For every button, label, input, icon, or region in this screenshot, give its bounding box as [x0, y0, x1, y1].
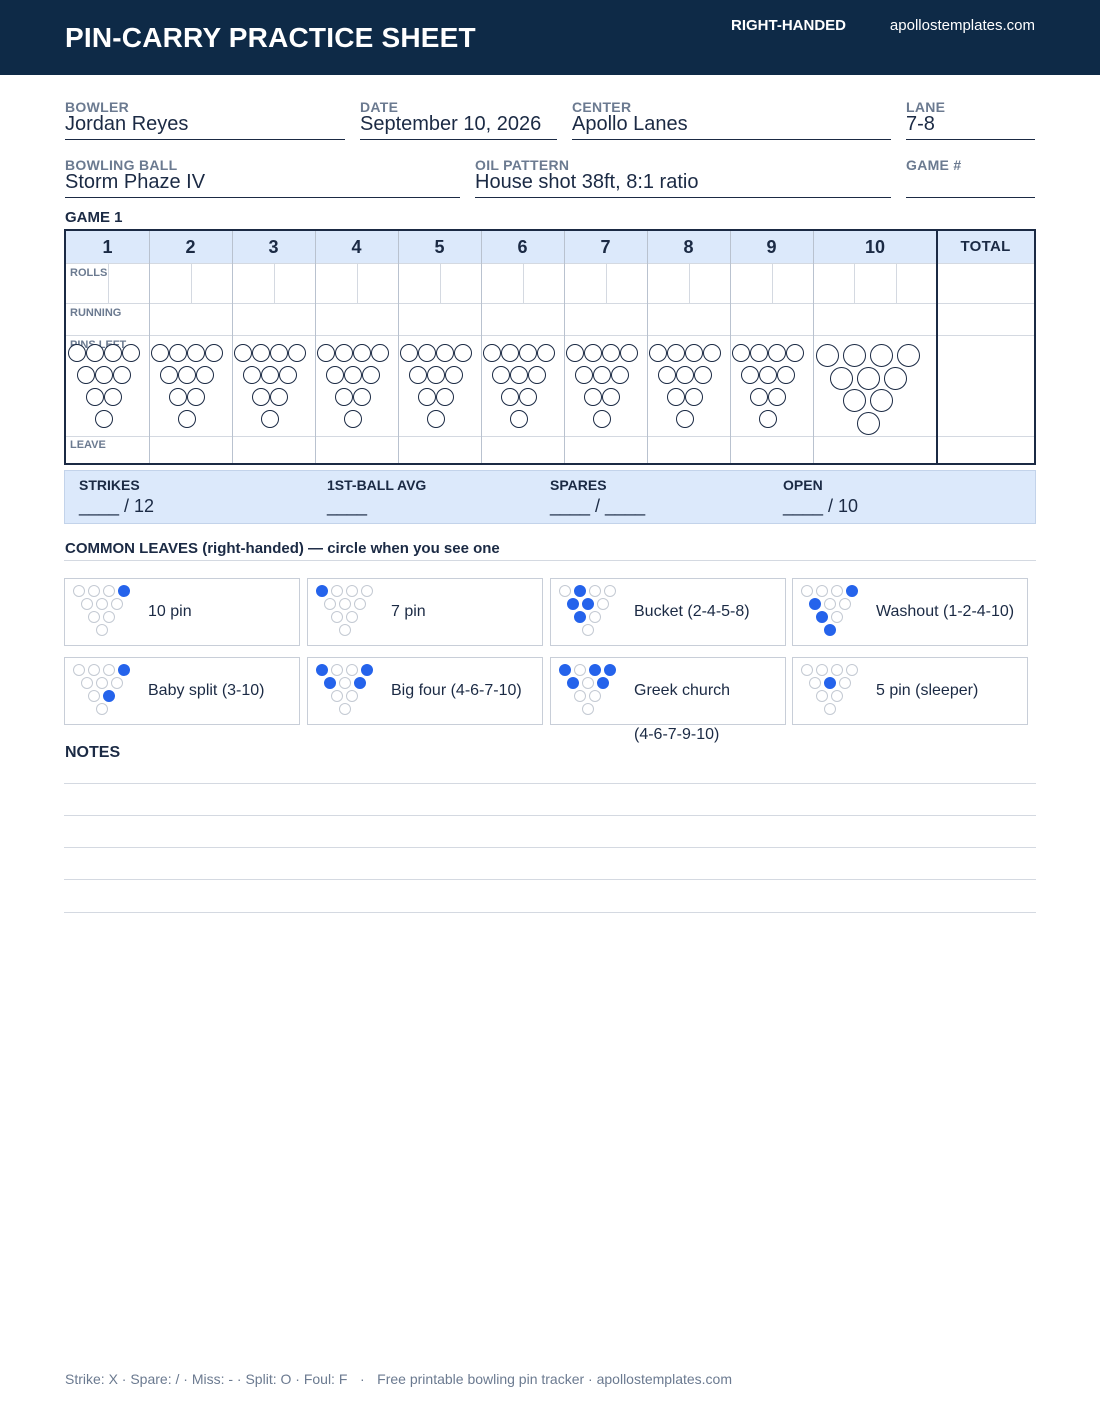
leave-pin-2-icon [816, 690, 828, 702]
frame-divider [481, 231, 482, 463]
pin-3-icon[interactable] [768, 388, 786, 406]
pin-6-icon[interactable] [445, 366, 463, 384]
frame-divider [398, 231, 399, 463]
center-value: Apollo Lanes [572, 113, 688, 135]
leave-pin-6-icon [354, 598, 366, 610]
footer-separator: · [359, 1371, 365, 1387]
frame-divider [232, 231, 233, 463]
leave-pin-10-icon [604, 664, 616, 676]
roll-box-divider [606, 263, 607, 303]
leave-pin-5-icon [339, 598, 351, 610]
leave-pin-3-icon [831, 690, 843, 702]
pin-3-icon[interactable] [685, 388, 703, 406]
leave-name: Baby split (3-10) [148, 682, 265, 699]
pin-2-icon[interactable] [335, 388, 353, 406]
pin-3-icon[interactable] [353, 388, 371, 406]
score-grid [64, 229, 1036, 465]
leave-card[interactable] [64, 657, 300, 725]
pin-10-icon[interactable] [703, 344, 721, 362]
leave-pin-8-icon [816, 585, 828, 597]
pin-9-icon[interactable] [270, 344, 288, 362]
leave-pin-8-icon [574, 585, 586, 597]
game-number-field[interactable] [906, 157, 1035, 198]
roll-box-divider [689, 263, 690, 303]
leave-pin-6-icon [111, 677, 123, 689]
pin-1-icon[interactable] [178, 410, 196, 428]
leave-pin-9-icon [589, 664, 601, 676]
leave-pin-6-icon [839, 598, 851, 610]
pin-3-icon[interactable] [602, 388, 620, 406]
center-label: CENTER [572, 99, 632, 115]
pin-2-icon[interactable] [843, 389, 866, 412]
game-title: GAME 1 [65, 209, 123, 226]
pin-5-icon[interactable] [510, 366, 528, 384]
pin-5-icon[interactable] [593, 366, 611, 384]
lane-value: 7-8 [906, 113, 935, 135]
notes-line[interactable] [64, 783, 1036, 784]
pin-4-icon[interactable] [492, 366, 510, 384]
handedness-label: RIGHT-HANDED [731, 17, 846, 34]
bowler-value: Jordan Reyes [65, 113, 189, 135]
pin-6-icon[interactable] [777, 366, 795, 384]
leave-pin-7-icon [316, 664, 328, 676]
bowler-field[interactable] [65, 99, 345, 140]
pin-1-icon[interactable] [510, 410, 528, 428]
leave-pin-2-icon [331, 611, 343, 623]
pin-10-icon[interactable] [371, 344, 389, 362]
frame-header-7: 7 [564, 231, 647, 263]
grid-row-line [66, 335, 1034, 336]
leave-pin-3-icon [103, 690, 115, 702]
game-number-label: GAME # [906, 157, 962, 173]
pin-2-icon[interactable] [667, 388, 685, 406]
leave-pin-5-icon [582, 677, 594, 689]
frame-header-3: 3 [232, 231, 315, 263]
notes-line[interactable] [64, 912, 1036, 913]
leave-pin-2-icon [816, 611, 828, 623]
pin-5-icon[interactable] [261, 366, 279, 384]
leave-pin-8-icon [574, 664, 586, 676]
leave-pin-9-icon [831, 585, 843, 597]
strikes-label: STRIKES [79, 477, 140, 493]
pin-5-icon[interactable] [95, 366, 113, 384]
frame-divider [149, 231, 150, 463]
leave-pin-1-icon [96, 624, 108, 636]
leave-pin-5-icon [96, 677, 108, 689]
pin-2-icon[interactable] [750, 388, 768, 406]
spares-label: SPARES [550, 477, 607, 493]
leave-pin-7-icon [559, 585, 571, 597]
pin-5-icon[interactable] [676, 366, 694, 384]
pin-7-icon[interactable] [566, 344, 584, 362]
pin-4-icon[interactable] [160, 366, 178, 384]
pin-3-icon[interactable] [104, 388, 122, 406]
leave-pin-3-icon [589, 611, 601, 623]
oil-label: OIL PATTERN [475, 157, 570, 173]
frame-divider [813, 231, 814, 463]
strikes-value[interactable]: ____ / 12 [79, 496, 155, 516]
pin-1-icon[interactable] [261, 410, 279, 428]
roll-box-divider [854, 263, 855, 303]
pin-7-icon[interactable] [151, 344, 169, 362]
leave-pin-7-icon [73, 585, 85, 597]
pin-5-icon[interactable] [178, 366, 196, 384]
leave-card[interactable] [550, 657, 786, 743]
frame-divider [564, 231, 565, 463]
pin-5-icon[interactable] [344, 366, 362, 384]
pin-2-icon[interactable] [418, 388, 436, 406]
leave-pin-10-icon [118, 585, 130, 597]
date-field[interactable] [360, 99, 557, 140]
summary-bar [64, 470, 1036, 524]
leave-pin-9-icon [103, 664, 115, 676]
scoring-legend: Strike: X · Spare: / · Miss: - · Split: O · Foul: F [65, 1371, 348, 1387]
roll-box-divider [896, 263, 897, 303]
common-leaves-heading: COMMON LEAVES (right-handed) — circle when you see one [65, 540, 500, 557]
lane-label: LANE [906, 99, 946, 115]
leave-pin-7-icon [73, 664, 85, 676]
pin-9-icon[interactable] [768, 344, 786, 362]
date-label: DATE [360, 99, 399, 115]
pin-1-icon[interactable] [759, 410, 777, 428]
leave-pin-7-icon [801, 664, 813, 676]
pin-6-icon[interactable] [884, 367, 907, 390]
total-divider [936, 231, 938, 463]
pin-8-icon[interactable] [584, 344, 602, 362]
leave-pin-2-icon [574, 690, 586, 702]
notes-line[interactable] [64, 847, 1036, 848]
roll-box-divider [274, 263, 275, 303]
leave-pin-8-icon [331, 585, 343, 597]
spares-value[interactable]: ____ / ____ [550, 496, 646, 516]
pin-4-icon[interactable] [77, 366, 95, 384]
frame-header-10: 10 [813, 231, 937, 263]
header-banner [0, 0, 1100, 75]
leave-pin-8-icon [816, 664, 828, 676]
pin-2-icon[interactable] [584, 388, 602, 406]
roll-box-divider [772, 263, 773, 303]
leave-pin-4-icon [567, 677, 579, 689]
roll-box-divider [357, 263, 358, 303]
pin-3-icon[interactable] [187, 388, 205, 406]
frame-header-8: 8 [647, 231, 730, 263]
pin-4-icon[interactable] [243, 366, 261, 384]
first-ball-avg-label: 1ST-BALL AVG [327, 477, 427, 493]
grid-row-line [66, 303, 1034, 304]
leave-pin-10-icon [361, 585, 373, 597]
frame-header-9: 9 [730, 231, 813, 263]
leave-card[interactable] [792, 657, 1028, 725]
leave-pin-3-icon [346, 611, 358, 623]
open-label: OPEN [783, 477, 823, 493]
open-value[interactable]: ____ / 10 [783, 496, 859, 516]
leave-pin-6-icon [597, 598, 609, 610]
leave-pin-10-icon [846, 664, 858, 676]
page-title: PIN-CARRY PRACTICE SHEET [65, 22, 476, 53]
pin-9-icon[interactable] [519, 344, 537, 362]
leave-card[interactable] [64, 578, 300, 646]
leave-pin-3-icon [346, 690, 358, 702]
total-header: TOTAL [937, 231, 1034, 263]
pin-7-icon[interactable] [317, 344, 335, 362]
notes-line[interactable] [64, 879, 1036, 880]
pin-4-icon[interactable] [830, 367, 853, 390]
pin-2-icon[interactable] [169, 388, 187, 406]
leave-pin-5-icon [582, 598, 594, 610]
pin-7-icon[interactable] [68, 344, 86, 362]
pin-8-icon[interactable] [86, 344, 104, 362]
pin-4-icon[interactable] [658, 366, 676, 384]
leave-pin-4-icon [324, 598, 336, 610]
roll-box-divider [108, 263, 109, 303]
pin-8-icon[interactable] [418, 344, 436, 362]
pin-5-icon[interactable] [759, 366, 777, 384]
pin-1-icon[interactable] [344, 410, 362, 428]
roll-box-divider [440, 263, 441, 303]
leave-name: Big four (4-6-7-10) [391, 682, 522, 699]
pin-10-icon[interactable] [537, 344, 555, 362]
leave-name: Washout (1-2-4-10) [876, 603, 1015, 620]
leave-pin-3-icon [103, 611, 115, 623]
leave-pin-1-icon [339, 624, 351, 636]
pin-6-icon[interactable] [279, 366, 297, 384]
pin-10-icon[interactable] [454, 344, 472, 362]
pin-8-icon[interactable] [667, 344, 685, 362]
pin-2-icon[interactable] [86, 388, 104, 406]
row-label-rolls: ROLLS [70, 267, 108, 279]
leave-pin-10-icon [604, 585, 616, 597]
pin-6-icon[interactable] [196, 366, 214, 384]
pin-2-icon[interactable] [501, 388, 519, 406]
leave-pin-6-icon [597, 677, 609, 689]
pin-7-icon[interactable] [400, 344, 418, 362]
ball-label: BOWLING BALL [65, 157, 178, 173]
leave-card[interactable] [792, 578, 1028, 646]
leave-name-line2: (4-6-7-9-10) [634, 726, 720, 743]
footer [65, 1371, 732, 1387]
pin-4-icon[interactable] [326, 366, 344, 384]
leave-pin-1-icon [582, 703, 594, 715]
pin-2-icon[interactable] [252, 388, 270, 406]
pin-6-icon[interactable] [611, 366, 629, 384]
frame-divider [315, 231, 316, 463]
roll-box-divider [523, 263, 524, 303]
pin-1-icon[interactable] [593, 410, 611, 428]
pin-9-icon[interactable] [353, 344, 371, 362]
leave-pin-1-icon [339, 703, 351, 715]
ball-field[interactable] [65, 157, 460, 198]
frame-divider [730, 231, 731, 463]
leave-pin-5-icon [339, 677, 351, 689]
pin-5-icon[interactable] [427, 366, 445, 384]
pin-7-icon[interactable] [649, 344, 667, 362]
pin-10-icon[interactable] [205, 344, 223, 362]
leave-pin-4-icon [809, 598, 821, 610]
pin-1-icon[interactable] [427, 410, 445, 428]
pin-8-icon[interactable] [750, 344, 768, 362]
leave-card[interactable] [307, 657, 543, 725]
pin-6-icon[interactable] [528, 366, 546, 384]
pin-10-icon[interactable] [786, 344, 804, 362]
leave-pin-7-icon [559, 664, 571, 676]
oil-value: House shot 38ft, 8:1 ratio [475, 171, 699, 193]
pin-9-icon[interactable] [104, 344, 122, 362]
notes-line[interactable] [64, 815, 1036, 816]
pin-1-icon[interactable] [676, 410, 694, 428]
row-label-running: RUNNING [70, 307, 122, 319]
leave-pin-6-icon [111, 598, 123, 610]
leave-pin-7-icon [316, 585, 328, 597]
grid-row-line [66, 263, 1034, 264]
leave-pin-7-icon [801, 585, 813, 597]
pin-8-icon[interactable] [335, 344, 353, 362]
leave-pin-4-icon [81, 598, 93, 610]
leave-pin-9-icon [346, 664, 358, 676]
leave-pin-8-icon [88, 585, 100, 597]
pin-6-icon[interactable] [362, 366, 380, 384]
pin-10-icon[interactable] [897, 344, 920, 367]
leave-pin-4-icon [81, 677, 93, 689]
pin-7-icon[interactable] [234, 344, 252, 362]
leave-pin-1-icon [824, 624, 836, 636]
footer-promo: Free printable bowling pin tracker · apollostemplates.com [377, 1371, 733, 1387]
pin-10-icon[interactable] [620, 344, 638, 362]
center-field[interactable] [572, 99, 891, 140]
pin-8-icon[interactable] [169, 344, 187, 362]
leave-pin-2-icon [88, 690, 100, 702]
frame-header-2: 2 [149, 231, 232, 263]
pin-8-icon[interactable] [843, 344, 866, 367]
divider [64, 560, 1036, 561]
leave-pin-9-icon [831, 664, 843, 676]
leave-pin-2-icon [331, 690, 343, 702]
leave-pin-3-icon [589, 690, 601, 702]
frame-header-4: 4 [315, 231, 398, 263]
leave-pin-1-icon [96, 703, 108, 715]
pin-6-icon[interactable] [694, 366, 712, 384]
frame-header-6: 6 [481, 231, 564, 263]
leave-pin-4-icon [324, 677, 336, 689]
ball-value: Storm Phaze IV [65, 171, 206, 193]
leave-pin-5-icon [824, 677, 836, 689]
pin-8-icon[interactable] [252, 344, 270, 362]
pin-4-icon[interactable] [409, 366, 427, 384]
leave-name: 5 pin (sleeper) [876, 682, 979, 699]
leave-pin-8-icon [88, 664, 100, 676]
pin-4-icon[interactable] [741, 366, 759, 384]
lane-field[interactable] [906, 99, 1035, 140]
frame-header-1: 1 [66, 231, 149, 263]
pin-3-icon[interactable] [436, 388, 454, 406]
leave-pin-6-icon [354, 677, 366, 689]
site-link[interactable]: apollostemplates.com [889, 17, 1035, 34]
leave-pin-8-icon [331, 664, 343, 676]
leave-pin-1-icon [582, 624, 594, 636]
pin-6-icon[interactable] [113, 366, 131, 384]
pin-10-icon[interactable] [122, 344, 140, 362]
grid-row-line [66, 436, 1034, 437]
leave-pin-10-icon [846, 585, 858, 597]
leave-card[interactable] [307, 578, 543, 646]
leave-pin-2-icon [574, 611, 586, 623]
pin-9-icon[interactable] [187, 344, 205, 362]
pin-3-icon[interactable] [519, 388, 537, 406]
pin-9-icon[interactable] [602, 344, 620, 362]
pin-7-icon[interactable] [483, 344, 501, 362]
roll-box-divider [191, 263, 192, 303]
pin-9-icon[interactable] [436, 344, 454, 362]
pin-1-icon[interactable] [95, 410, 113, 428]
leave-pin-3-icon [831, 611, 843, 623]
leave-pin-5-icon [824, 598, 836, 610]
pin-8-icon[interactable] [501, 344, 519, 362]
pin-3-icon[interactable] [270, 388, 288, 406]
bowler-label: BOWLER [65, 99, 130, 115]
frame-header-5: 5 [398, 231, 481, 263]
leave-pin-9-icon [346, 585, 358, 597]
notes-heading: NOTES [65, 744, 121, 761]
row-label-leave: LEAVE [70, 439, 106, 451]
leave-name: Bucket (2-4-5-8) [634, 603, 750, 620]
leave-pin-4-icon [567, 598, 579, 610]
first-ball-avg-value[interactable]: ____ [327, 496, 368, 516]
leave-pin-10-icon [118, 664, 130, 676]
pin-9-icon[interactable] [870, 344, 893, 367]
leave-card[interactable] [550, 578, 786, 646]
pin-10-icon[interactable] [288, 344, 306, 362]
oil-field[interactable] [475, 157, 891, 198]
leave-pin-9-icon [103, 585, 115, 597]
pin-1-icon[interactable] [857, 412, 880, 435]
leave-pin-4-icon [809, 677, 821, 689]
leave-pin-6-icon [839, 677, 851, 689]
leave-pin-1-icon [824, 703, 836, 715]
pin-3-icon[interactable] [870, 389, 893, 412]
frame-divider [647, 231, 648, 463]
pin-9-icon[interactable] [685, 344, 703, 362]
leave-name: Greek church [634, 682, 731, 699]
pin-7-icon[interactable] [732, 344, 750, 362]
leave-pin-10-icon [361, 664, 373, 676]
leave-pin-5-icon [96, 598, 108, 610]
date-value: September 10, 2026 [360, 113, 542, 135]
pin-4-icon[interactable] [575, 366, 593, 384]
pin-7-icon[interactable] [816, 344, 839, 367]
leave-name: 10 pin [148, 603, 192, 620]
row-label-pins-left: PINS [70, 339, 96, 351]
leave-name: 7 pin [391, 603, 426, 620]
leave-pin-9-icon [589, 585, 601, 597]
pin-5-icon[interactable] [857, 367, 880, 390]
leave-pin-2-icon [88, 611, 100, 623]
